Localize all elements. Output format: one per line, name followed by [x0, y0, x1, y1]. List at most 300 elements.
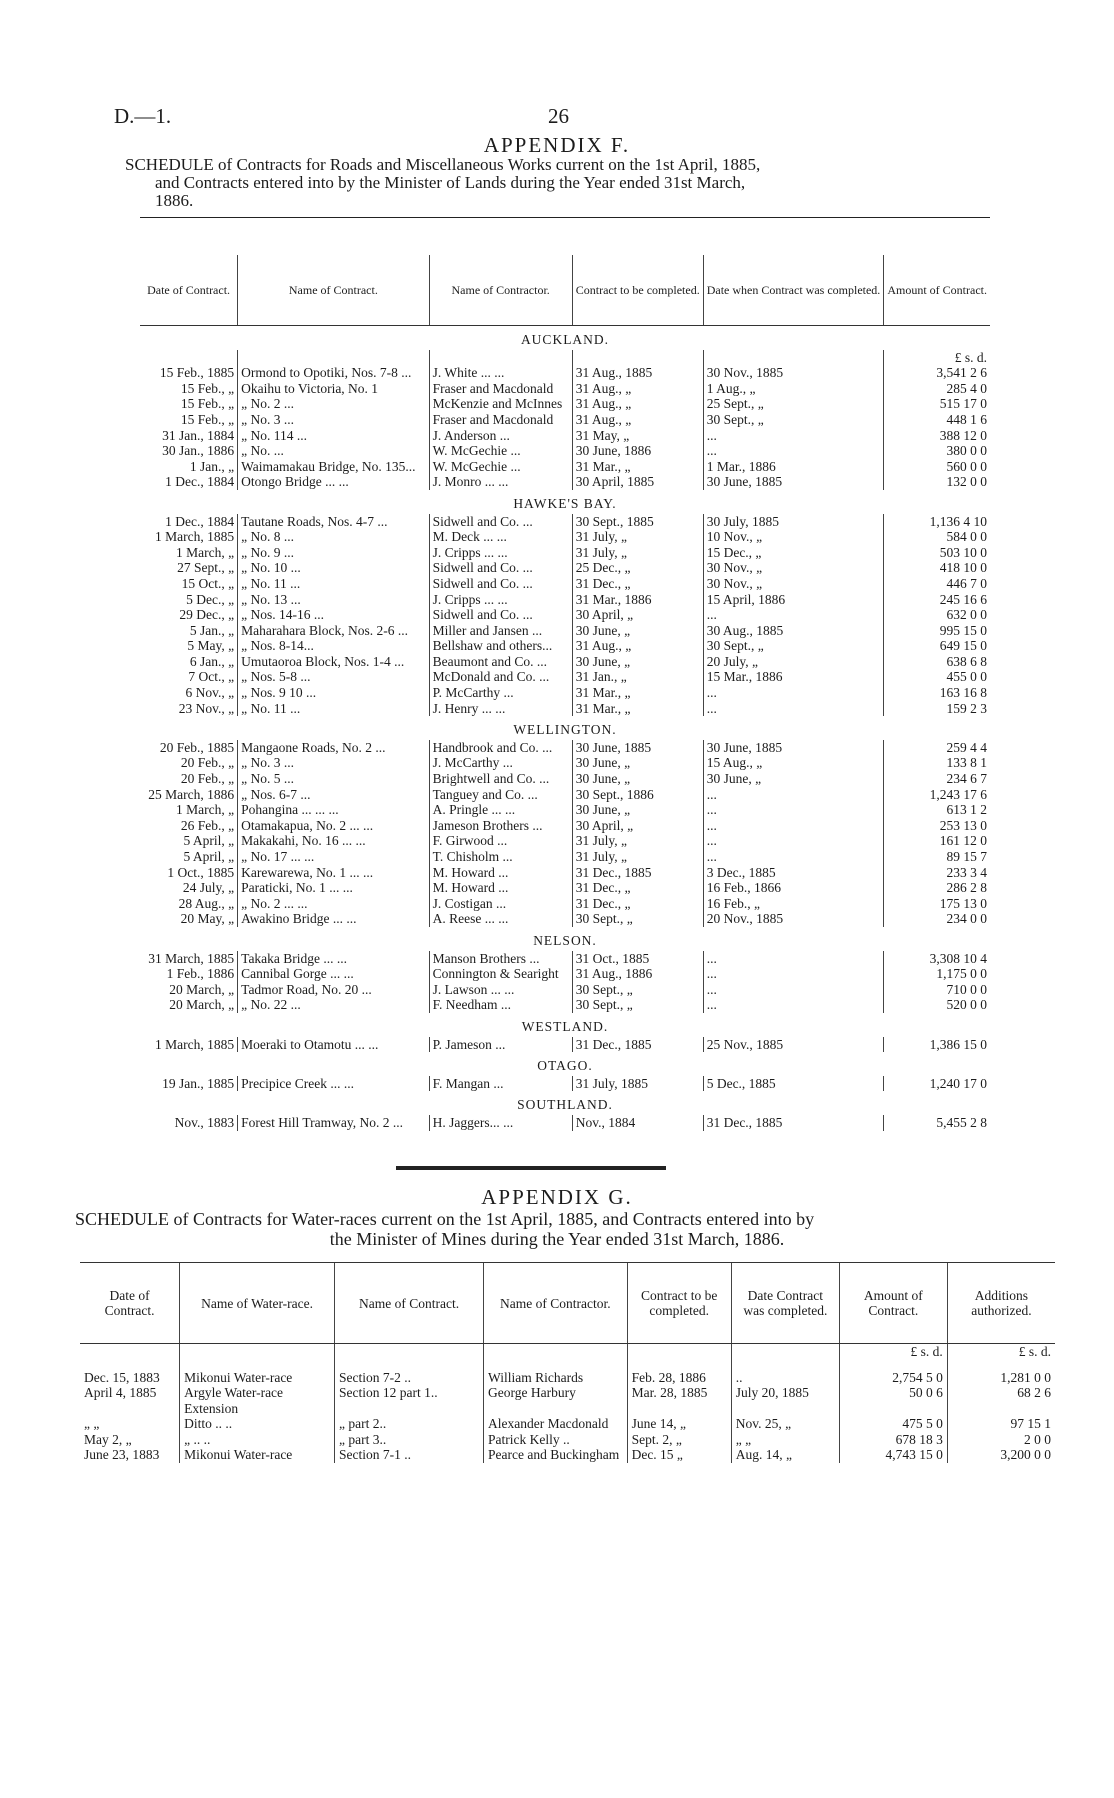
date-cell: 20 March, „: [169, 997, 235, 1013]
amount-cell: 259 4 4: [884, 740, 990, 756]
appendix-g-table: [80, 1262, 1055, 1463]
contractor-cell: J. Cripps ... ...: [429, 592, 572, 608]
contractor-cell: W. McGechie ...: [429, 443, 572, 459]
date-cell: 20 Feb., „: [180, 771, 235, 787]
contractor-cell: Handbrook and Co. ...: [429, 740, 572, 756]
contract-cell: „ part 3..: [335, 1432, 484, 1448]
to-complete-cell: June 14, „: [627, 1416, 731, 1432]
table-row: [140, 951, 990, 967]
to-complete-cell: 30 June, „: [572, 771, 703, 787]
contract-name-cell: Makakahi, No. 16 ... ...: [238, 833, 429, 849]
amount-cell: 1,136 4 10: [884, 514, 990, 530]
to-complete-cell: 30 June, „: [572, 802, 703, 818]
col-g-contractor: Name of Contractor.: [484, 1263, 628, 1344]
completed-cell: ...: [703, 802, 884, 818]
completed-cell: 16 Feb., 1866: [703, 880, 884, 896]
completed-cell: 30 Nov., 1885: [703, 365, 884, 381]
contractor-cell: McDonald and Co. ...: [429, 669, 572, 685]
contractor-cell: Bellshaw and others...: [429, 638, 572, 654]
table-row: [140, 771, 990, 787]
table-row: [140, 514, 990, 530]
region-row: [140, 927, 990, 951]
completed-cell: ...: [703, 849, 884, 865]
appendix-g-body: [80, 1344, 1055, 1464]
date-cell: 1 March, „: [176, 544, 235, 560]
table-row: [140, 592, 990, 608]
completed-cell: Aug. 14, „: [731, 1447, 839, 1463]
date-cell: 28 Aug., „: [178, 895, 235, 911]
table-row: [140, 412, 990, 428]
page-reference: D.—1.: [114, 104, 172, 128]
water-race-cell: Argyle Water-race Extension: [180, 1385, 335, 1416]
amount-cell: 995 15 0: [884, 623, 990, 639]
table-row: [140, 1115, 990, 1131]
table-row: [140, 654, 990, 670]
table-row: [80, 1370, 1055, 1386]
table-row: [140, 428, 990, 444]
table-row: [140, 685, 990, 701]
to-complete-cell: 31 July, „: [572, 529, 703, 545]
completed-cell: 15 Aug., „: [703, 755, 884, 771]
date-cell: 31 March, 1885: [148, 950, 235, 966]
amount-cell: 253 13 0: [884, 818, 990, 834]
completed-cell: 30 June, „: [703, 771, 884, 787]
contract-name-cell: Ormond to Opotiki, Nos. 7-8 ...: [238, 365, 429, 381]
table-row: [140, 818, 990, 834]
additions-cell: 68 2 6: [947, 1385, 1055, 1416]
additions-cell: 1,281 0 0: [947, 1370, 1055, 1386]
date-cell: 5 April, „: [183, 833, 235, 849]
amount-cell: 234 0 0: [884, 911, 990, 927]
contract-name-cell: „ No. 13 ...: [238, 592, 429, 608]
to-complete-cell: 30 June, 1885: [572, 740, 703, 756]
completed-cell: 30 June, 1885: [703, 474, 884, 490]
to-complete-cell: 31 July, 1885: [572, 1076, 703, 1092]
contract-name-cell: „ No. 2 ... ...: [238, 896, 429, 912]
table-row: [140, 529, 990, 545]
col-contractor: Name of Contractor.: [429, 255, 572, 326]
date-cell: 15 Feb., „: [180, 396, 235, 412]
contractor-cell: Brightwell and Co. ...: [429, 771, 572, 787]
water-race-cell: „ .. ..: [180, 1432, 335, 1448]
completed-cell: 30 July, 1885: [703, 514, 884, 530]
contract-name-cell: „ Nos. 14-16 ...: [238, 607, 429, 623]
amount-cell: 133 8 1: [884, 755, 990, 771]
contractor-cell: Fraser and Macdonald: [429, 412, 572, 428]
table-row: [80, 1416, 1055, 1432]
col-g-additions: Additions authorized.: [947, 1263, 1055, 1344]
completed-cell: ...: [703, 787, 884, 803]
completed-cell: 5 Dec., 1885: [703, 1076, 884, 1092]
money-units: £ s. d.: [884, 350, 990, 366]
date-cell: 30 Jan., 1886: [162, 443, 235, 459]
amount-cell: 5,455 2 8: [884, 1115, 990, 1131]
page-number: 26: [548, 104, 569, 128]
to-complete-cell: 30 April, „: [572, 818, 703, 834]
table-row: [140, 381, 990, 397]
contractor-cell: F. Girwood ...: [429, 833, 572, 849]
contractor-cell: A. Pringle ... ...: [429, 802, 572, 818]
table-row: [140, 560, 990, 576]
region-name: SOUTHLAND.: [517, 1097, 613, 1113]
amount-cell: 388 12 0: [884, 428, 990, 444]
date-cell: 15 Feb., „: [180, 411, 235, 427]
col-g-completed: Date Contract was completed.: [731, 1263, 839, 1344]
money-units: £ s. d.: [839, 1344, 947, 1370]
to-complete-cell: 31 Oct., 1885: [572, 951, 703, 967]
contractor-cell: J. Anderson ...: [429, 428, 572, 444]
contract-name-cell: „ No. 11 ...: [238, 576, 429, 592]
completed-cell: ...: [703, 428, 884, 444]
table-row: [140, 474, 990, 490]
money-units-row: [140, 350, 990, 366]
contractor-cell: J. Lawson ... ...: [429, 982, 572, 998]
to-complete-cell: 30 Sept., 1886: [572, 787, 703, 803]
contract-name-cell: Umutaoroa Block, Nos. 1-4 ...: [238, 654, 429, 670]
contract-name-cell: Tadmor Road, No. 20 ...: [238, 982, 429, 998]
col-g-to-complete: Contract to be completed.: [627, 1263, 731, 1344]
table-row: [140, 623, 990, 639]
contractor-cell: F. Mangan ...: [429, 1076, 572, 1092]
table-row: [140, 833, 990, 849]
contractor-cell: McKenzie and McInnes: [429, 396, 572, 412]
contract-name-cell: Tautane Roads, Nos. 4-7 ...: [238, 514, 429, 530]
contractor-cell: Patrick Kelly ..: [484, 1432, 628, 1448]
appendix-f-top-rule: [140, 217, 990, 218]
contractor-cell: George Harbury: [484, 1385, 628, 1416]
additions-cell: 97 15 1: [947, 1416, 1055, 1432]
money-units-row: [80, 1344, 1055, 1370]
amount-cell: 448 1 6: [884, 412, 990, 428]
amount-cell: 560 0 0: [884, 459, 990, 475]
contract-name-cell: „ No. 3 ...: [238, 755, 429, 771]
amount-cell: 234 6 7: [884, 771, 990, 787]
amount-cell: 2,754 5 0: [839, 1370, 947, 1386]
contractor-cell: F. Needham ...: [429, 997, 572, 1013]
table-row: [140, 396, 990, 412]
amount-cell: 418 10 0: [884, 560, 990, 576]
amount-cell: 161 12 0: [884, 833, 990, 849]
to-complete-cell: 31 Mar., „: [572, 701, 703, 717]
empty-cell: [429, 350, 572, 366]
contract-name-cell: „ Nos. 6-7 ...: [238, 787, 429, 803]
table-row: [140, 443, 990, 459]
additions-cell: 2 0 0: [947, 1432, 1055, 1448]
contractor-cell: Jameson Brothers ...: [429, 818, 572, 834]
contract-cell: Section 12 part 1..: [335, 1385, 484, 1416]
completed-cell: 1 Aug., „: [703, 381, 884, 397]
completed-cell: ...: [703, 951, 884, 967]
table-row: [140, 966, 990, 982]
contract-name-cell: Forest Hill Tramway, No. 2 ...: [238, 1115, 429, 1131]
empty-cell: [335, 1344, 484, 1370]
region-name: OTAGO.: [537, 1058, 593, 1074]
date-cell: 1 Dec., 1884: [165, 513, 235, 529]
to-complete-cell: 30 June, „: [572, 755, 703, 771]
amount-cell: 163 16 8: [884, 685, 990, 701]
contract-name-cell: Karewarewa, No. 1 ... ...: [238, 865, 429, 881]
date-cell: 26 Feb., „: [180, 817, 235, 833]
contract-name-cell: „ No. ...: [238, 443, 429, 459]
completed-cell: 20 Nov., 1885: [703, 911, 884, 927]
date-cell: 1 Jan., „: [189, 458, 235, 474]
amount-cell: 132 0 0: [884, 474, 990, 490]
completed-cell: ...: [703, 607, 884, 623]
table-row: [140, 787, 990, 803]
amount-cell: 520 0 0: [884, 997, 990, 1013]
table-row: [140, 911, 990, 927]
amount-cell: 455 0 0: [884, 669, 990, 685]
amount-cell: 3,541 2 6: [884, 365, 990, 381]
completed-cell: ...: [703, 443, 884, 459]
contract-name-cell: Okaihu to Victoria, No. 1: [238, 381, 429, 397]
contract-name-cell: „ No. 5 ...: [238, 771, 429, 787]
contractor-cell: A. Reese ... ...: [429, 911, 572, 927]
to-complete-cell: 31 Dec., „: [572, 896, 703, 912]
contract-name-cell: „ No. 9 ...: [238, 545, 429, 561]
to-complete-cell: 31 Aug., „: [572, 381, 703, 397]
region-name: HAWKE'S BAY.: [513, 495, 617, 511]
contractor-cell: Fraser and Macdonald: [429, 381, 572, 397]
to-complete-cell: Dec. 15 „: [627, 1447, 731, 1463]
date-cell: June 23, 1883: [84, 1447, 160, 1463]
completed-cell: 30 Aug., 1885: [703, 623, 884, 639]
contract-name-cell: „ Nos. 8-14...: [238, 638, 429, 654]
contractor-cell: Beaumont and Co. ...: [429, 654, 572, 670]
empty-cell: [484, 1344, 628, 1370]
contractor-cell: Manson Brothers ...: [429, 951, 572, 967]
empty-cell: [180, 1344, 335, 1370]
amount-cell: 515 17 0: [884, 396, 990, 412]
contract-cell: Section 7-2 ..: [335, 1370, 484, 1386]
region-row: [140, 1091, 990, 1115]
to-complete-cell: 31 Dec., „: [572, 576, 703, 592]
contract-name-cell: „ No. 22 ...: [238, 997, 429, 1013]
appendix-g-caption-line2: the Minister of Mines during the Year ended 31st March, 1886.: [329, 1229, 785, 1249]
completed-cell: 30 June, 1885: [703, 740, 884, 756]
to-complete-cell: 31 July, „: [572, 849, 703, 865]
col-amount: Amount of Contract.: [884, 255, 990, 326]
table-row: [140, 740, 990, 756]
empty-cell: [80, 1344, 180, 1370]
empty-cell: [703, 350, 884, 366]
table-row: [140, 755, 990, 771]
date-cell: 20 March, „: [169, 981, 235, 997]
completed-cell: 3 Dec., 1885: [703, 865, 884, 881]
amount-cell: 649 15 0: [884, 638, 990, 654]
contractor-cell: P. McCarthy ...: [429, 685, 572, 701]
contractor-cell: Pearce and Buckingham: [484, 1447, 628, 1463]
completed-cell: ...: [703, 997, 884, 1013]
amount-cell: 233 3 4: [884, 865, 990, 881]
empty-cell: [572, 350, 703, 366]
contractor-cell: P. Jameson ...: [429, 1037, 572, 1053]
amount-cell: 89 15 7: [884, 849, 990, 865]
completed-cell: 30 Nov., „: [703, 576, 884, 592]
date-cell: 15 Feb., „: [180, 380, 235, 396]
contractor-cell: Sidwell and Co. ...: [429, 607, 572, 623]
completed-cell: 10 Nov., „: [703, 529, 884, 545]
completed-cell: July 20, 1885: [731, 1385, 839, 1416]
to-complete-cell: 30 June, „: [572, 623, 703, 639]
contractor-cell: M. Howard ...: [429, 880, 572, 896]
date-cell: 1 March, „: [176, 802, 235, 818]
contract-name-cell: „ No. 114 ...: [238, 428, 429, 444]
date-cell: 1 March, 1885: [155, 1036, 235, 1052]
section-divider: [396, 1166, 666, 1170]
table-row: [140, 997, 990, 1013]
contract-name-cell: Precipice Creek ... ...: [238, 1076, 429, 1092]
date-cell: 5 May, „: [187, 638, 235, 654]
date-cell: 1 Oct., 1885: [167, 864, 235, 880]
completed-cell: „ „: [731, 1432, 839, 1448]
date-cell: 5 Dec., „: [186, 591, 235, 607]
date-cell: 6 Jan., „: [189, 653, 235, 669]
to-complete-cell: Mar. 28, 1885: [627, 1385, 731, 1416]
to-complete-cell: 31 Aug., „: [572, 396, 703, 412]
completed-cell: ...: [703, 685, 884, 701]
completed-cell: ...: [703, 818, 884, 834]
date-cell: Nov., 1883: [174, 1114, 235, 1130]
to-complete-cell: 31 Mar., 1886: [572, 592, 703, 608]
region-row: [140, 326, 990, 350]
appendix-g-title: APPENDIX G.: [481, 1185, 633, 1209]
to-complete-cell: 31 July, „: [572, 833, 703, 849]
completed-cell: 15 Dec., „: [703, 545, 884, 561]
to-complete-cell: 31 Aug., „: [572, 638, 703, 654]
to-complete-cell: 30 Sept., „: [572, 997, 703, 1013]
to-complete-cell: 31 Aug., 1886: [572, 966, 703, 982]
contract-name-cell: Waimamakau Bridge, No. 135...: [238, 459, 429, 475]
completed-cell: ...: [703, 966, 884, 982]
completed-cell: ...: [703, 701, 884, 717]
to-complete-cell: 31 Dec., 1885: [572, 1037, 703, 1053]
contractor-cell: J. McCarthy ...: [429, 755, 572, 771]
col-contract-name: Name of Contract.: [238, 255, 429, 326]
completed-cell: 15 April, 1886: [703, 592, 884, 608]
table-row: [140, 638, 990, 654]
completed-cell: ...: [703, 833, 884, 849]
date-cell: 5 April, „: [183, 849, 235, 864]
table-row: [140, 802, 990, 818]
contractor-cell: Sidwell and Co. ...: [429, 576, 572, 592]
table-row: [140, 576, 990, 592]
region-name: WELLINGTON.: [513, 722, 617, 738]
date-cell: 15 Feb., 1885: [159, 365, 235, 381]
to-complete-cell: 31 Mar., „: [572, 459, 703, 475]
contractor-cell: J. Henry ... ...: [429, 701, 572, 717]
table-row: [140, 545, 990, 561]
date-cell: 25 March, 1886: [148, 786, 235, 802]
amount-cell: 50 0 6: [839, 1385, 947, 1416]
region-row: [140, 490, 990, 514]
contract-name-cell: „ No. 2 ...: [238, 396, 429, 412]
amount-cell: 380 0 0: [884, 443, 990, 459]
col-g-water-race: Name of Water-race.: [180, 1263, 335, 1344]
table-row: [140, 880, 990, 896]
contractor-cell: William Richards: [484, 1370, 628, 1386]
completed-cell: 30 Sept., „: [703, 638, 884, 654]
to-complete-cell: 30 Sept., „: [572, 911, 703, 927]
col-g-contract: Name of Contract.: [335, 1263, 484, 1344]
amount-cell: 3,308 10 4: [884, 951, 990, 967]
amount-cell: 1,240 17 0: [884, 1076, 990, 1092]
completed-cell: 31 Dec., 1885: [703, 1115, 884, 1131]
date-cell: 5 Jan., „: [189, 622, 235, 638]
amount-cell: 710 0 0: [884, 982, 990, 998]
contract-name-cell: „ No. 10 ...: [238, 560, 429, 576]
contract-name-cell: Otongo Bridge ... ...: [238, 474, 429, 490]
to-complete-cell: 31 May, „: [572, 428, 703, 444]
completed-cell: 1 Mar., 1886: [703, 459, 884, 475]
contract-name-cell: Takaka Bridge ... ...: [238, 951, 429, 967]
date-cell: 1 Dec., 1884: [165, 474, 235, 490]
amount-cell: 285 4 0: [884, 381, 990, 397]
contractor-cell: J. Monro ... ...: [429, 474, 572, 490]
date-cell: „ „: [84, 1416, 100, 1432]
to-complete-cell: Feb. 28, 1886: [627, 1370, 731, 1386]
contract-name-cell: „ No. 11 ...: [238, 701, 429, 717]
amount-cell: 613 1 2: [884, 802, 990, 818]
contractor-cell: J. Cripps ... ...: [429, 545, 572, 561]
table-row: [80, 1447, 1055, 1463]
to-complete-cell: 30 April, „: [572, 607, 703, 623]
date-cell: April 4, 1885: [84, 1385, 157, 1401]
to-complete-cell: 30 Sept., „: [572, 982, 703, 998]
to-complete-cell: 31 Jan., „: [572, 669, 703, 685]
contractor-cell: Connington & Searight: [429, 966, 572, 982]
appendix-f-caption-line1: SCHEDULE of Contracts for Roads and Miscellaneous Works current on the 1st April, 1885,: [125, 155, 761, 174]
date-cell: 20 Feb., „: [180, 755, 235, 771]
amount-cell: 446 7 0: [884, 576, 990, 592]
date-cell: 24 July, „: [182, 880, 235, 896]
completed-cell: 20 July, „: [703, 654, 884, 670]
amount-cell: 678 18 3: [839, 1432, 947, 1448]
to-complete-cell: 31 Dec., 1885: [572, 865, 703, 881]
amount-cell: 503 10 0: [884, 545, 990, 561]
table-row: [140, 982, 990, 998]
contract-name-cell: „ No. 8 ...: [238, 529, 429, 545]
amount-cell: 245 16 6: [884, 592, 990, 608]
contractor-cell: M. Howard ...: [429, 865, 572, 881]
contractor-cell: H. Jaggers... ...: [429, 1115, 572, 1131]
empty-cell: [140, 350, 238, 366]
water-race-cell: Mikonui Water-race: [180, 1447, 335, 1463]
completed-cell: 25 Nov., 1885: [703, 1037, 884, 1053]
col-date: Date of Contract.: [140, 255, 238, 326]
contractor-cell: T. Chisholm ...: [429, 849, 572, 865]
amount-cell: 286 2 8: [884, 880, 990, 896]
date-cell: 15 Oct., „: [181, 575, 235, 591]
table-row: [140, 669, 990, 685]
contractor-cell: W. McGechie ...: [429, 459, 572, 475]
region-name: AUCKLAND.: [520, 332, 610, 347]
contract-name-cell: Pohangina ... ... ...: [238, 802, 429, 818]
table-row: [140, 865, 990, 881]
table-row: [140, 896, 990, 912]
contract-name-cell: Maharahara Block, Nos. 2-6 ...: [238, 623, 429, 639]
table-row: [140, 1076, 990, 1092]
appendix-f-table: [140, 255, 990, 1131]
date-cell: Dec. 15, 1883: [84, 1369, 160, 1385]
to-complete-cell: 30 April, 1885: [572, 474, 703, 490]
contractor-cell: Sidwell and Co. ...: [429, 514, 572, 530]
col-completed: Date when Contract was completed.: [703, 255, 884, 326]
contract-name-cell: Mangaone Roads, No. 2 ...: [238, 740, 429, 756]
contractor-cell: Tanguey and Co. ...: [429, 787, 572, 803]
date-cell: 6 Nov., „: [185, 685, 235, 701]
to-complete-cell: 30 Sept., 1885: [572, 514, 703, 530]
